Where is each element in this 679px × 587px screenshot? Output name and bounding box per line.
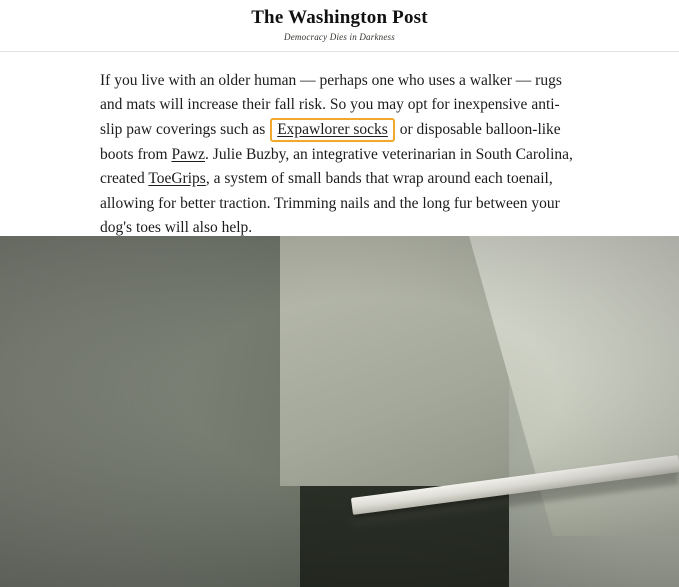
paragraph-text-part-2: or disposable balloon-like boots from: [100, 121, 561, 163]
paragraph-text-part-1: If you live with an older human — perhaps one who uses a walker — rugs and mats will increase their fall risk. So you may opt for inexpensive anti-slip paw coverings such as: [100, 71, 562, 139]
masthead: [0, 0, 679, 42]
highlight-annotation-box: [270, 118, 395, 142]
publication-title: The Washington Post: [251, 7, 428, 28]
photo-scene: [0, 236, 679, 587]
paragraph-text-part-4: , a system of small bands that wrap around each toenail, allowing for better traction. Trimming nails and the long fur between your dog's toes will also help.: [100, 170, 560, 237]
link-pawz[interactable]: Pawz: [171, 145, 206, 163]
article-body: [0, 52, 679, 241]
link-toegrips[interactable]: ToeGrips: [148, 170, 206, 188]
wall-left: [0, 236, 300, 587]
paragraph-text-part-3: . Julie Buzby, an integrative veterinarian in South Carolina, created: [100, 145, 573, 188]
article-paragraph: [100, 69, 579, 241]
publication-tagline: Democracy Dies in Darkness: [284, 31, 395, 42]
link-expawlorer-socks[interactable]: Expawlorer socks: [277, 121, 388, 139]
article-photo: [0, 236, 679, 587]
